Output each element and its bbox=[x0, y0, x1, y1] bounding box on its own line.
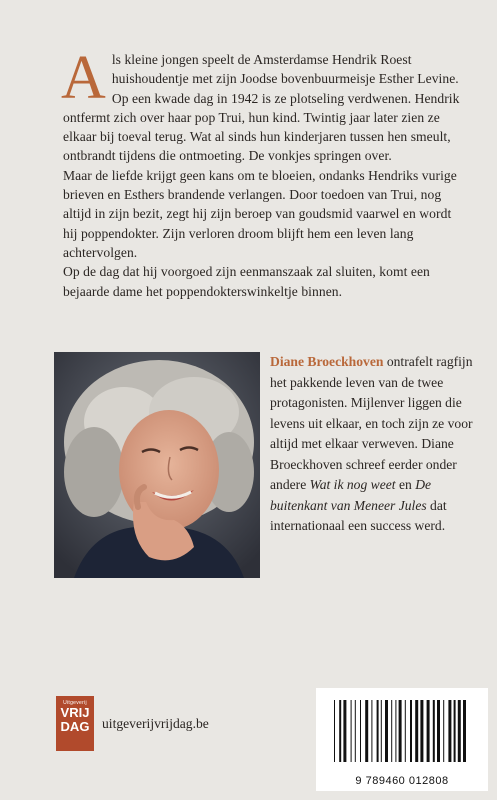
barcode-bar bbox=[339, 700, 341, 762]
bio-text-2: en bbox=[395, 477, 416, 492]
barcode-bar bbox=[433, 700, 435, 762]
blurb-paragraph-1 bbox=[61, 44, 468, 166]
author-portrait-illustration bbox=[54, 352, 260, 578]
barcode-bar bbox=[405, 700, 406, 762]
bio-text-3: dat internationaal een success werd. bbox=[270, 497, 447, 533]
barcode-bar bbox=[334, 700, 335, 762]
barcode-bar bbox=[420, 700, 423, 762]
barcode-bar bbox=[443, 700, 444, 762]
publisher-logo bbox=[56, 696, 94, 751]
barcode-bars bbox=[316, 688, 488, 768]
barcode-bar bbox=[399, 700, 402, 762]
barcode-bar bbox=[360, 700, 361, 762]
barcode-bar bbox=[371, 700, 372, 762]
blurb-paragraph-2: Maar de liefde krijgt geen kans om te bloeien, ondanks Hendriks vurige brieven en Esthers brandende verlangen. Door toedoen van Trui, nog altijd in zijn bezit, zegt hij zijn beroep van goudsmid vaarwel en wordt hij poppendokter. Zijn verloren droom blijft hem een leven lang achtervolgen. bbox=[63, 167, 457, 260]
barcode-bar bbox=[391, 700, 392, 762]
barcode-number: 9 789460 012808 bbox=[355, 775, 449, 787]
barcode-bar bbox=[377, 700, 379, 762]
barcode-bar bbox=[427, 700, 430, 762]
barcode-bar bbox=[410, 700, 412, 762]
barcode bbox=[316, 688, 488, 791]
publisher-website[interactable]: uitgeverijvrijdag.be bbox=[102, 716, 209, 731]
barcode-bar bbox=[343, 700, 346, 762]
barcode-bar bbox=[454, 700, 456, 762]
book-title-2: De buitenkant van Meneer Jules bbox=[270, 477, 432, 513]
blurb-text-1: ls kleine jongen speelt de Amsterdamse Hendrik Roest huishoudentje met zijn Joodse bovenbuurmeisje Esther Levine. Op een kwade dag in 1942 is ze plotseling verdwenen. Hendrik ontfermt zich over haar pop Trui, hun kind. Twintig jaar later zien ze elkaar bij toeval terug. Wat al sinds hun kinderjaren tussen hen smeult, ontbrandt tijdens die ontmoeting. De vonkjes springen over. bbox=[63, 52, 460, 164]
barcode-bar bbox=[415, 700, 418, 762]
author-bio bbox=[270, 352, 476, 537]
author-photo bbox=[54, 352, 260, 578]
book-title-1: Wat ik nog weet bbox=[309, 477, 396, 492]
blurb-paragraph-3: Op de dag dat hij voorgoed zijn eenmanszaak zal sluiten, komt een bejaarde dame het poppendokterswinkeltje binnen. bbox=[63, 264, 430, 299]
barcode-bar bbox=[355, 700, 356, 762]
barcode-bar bbox=[437, 700, 440, 762]
barcode-bar bbox=[448, 700, 451, 762]
barcode-bar bbox=[351, 700, 352, 762]
logo-small-text: Uitgeverij bbox=[63, 700, 87, 706]
logo-line-1: VRIJ bbox=[60, 705, 90, 720]
back-cover-blurb bbox=[61, 44, 468, 301]
drop-cap: A bbox=[61, 44, 106, 112]
barcode-bar bbox=[458, 700, 461, 762]
logo-line-2: DAG bbox=[60, 719, 90, 734]
barcode-bar bbox=[381, 700, 382, 762]
barcode-bar bbox=[463, 700, 466, 762]
bio-text-1: ontrafelt ragfijn het pakkende leven van de twee protagonisten. Mijlenver liggen die levens uit elkaar, en toch zijn ze voor altijd met elkaar verweven. Diane Broeckhoven schreef eerder onder andere bbox=[270, 354, 473, 492]
barcode-bar bbox=[395, 700, 396, 762]
author-name: Diane Broeckhoven bbox=[270, 354, 384, 369]
barcode-bar bbox=[365, 700, 368, 762]
barcode-bar bbox=[385, 700, 388, 762]
